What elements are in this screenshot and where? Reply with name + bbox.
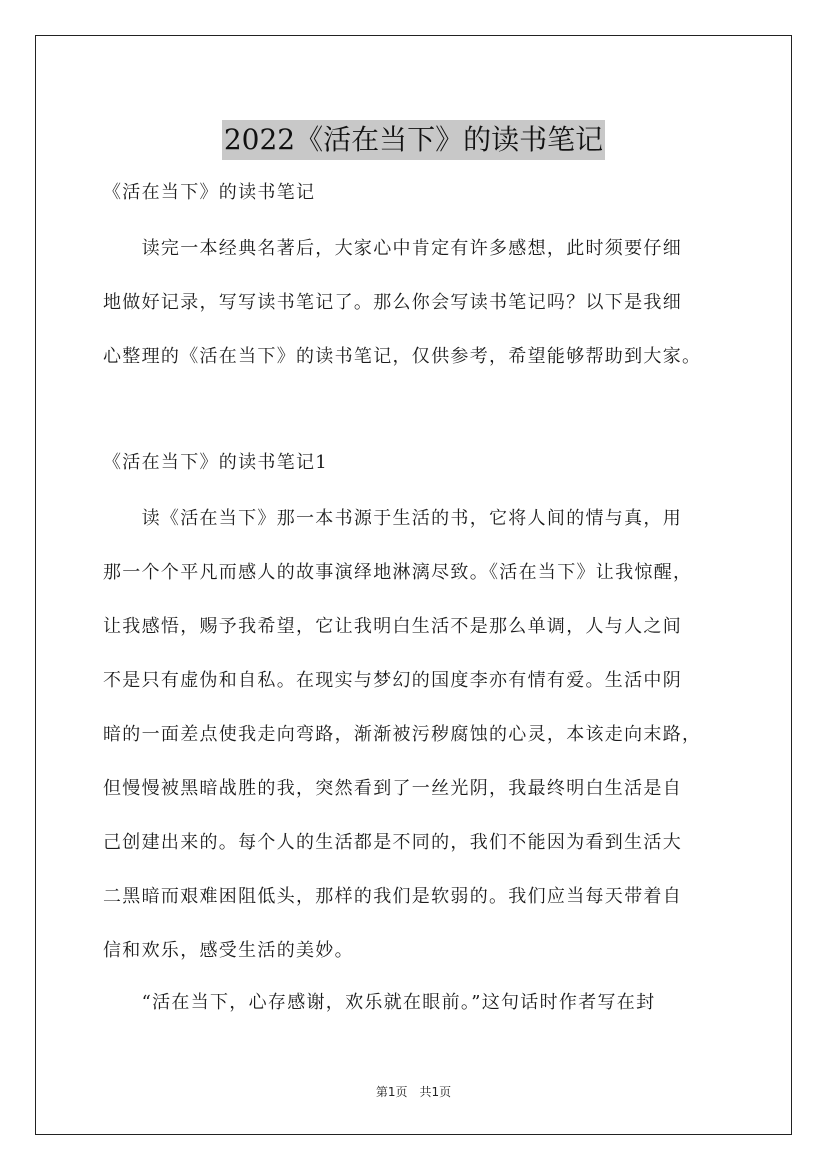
paragraph-line: 地做好记录，写写读书笔记了。那么你会写读书笔记吗？以下是我细 [103,292,682,313]
paragraph-line: 读《活在当下》那一本书源于生活的书，它将人间的情与真，用 [103,508,682,529]
paragraph-line: 那一个个平凡而感人的故事演绎地淋漓尽致。《活在当下》让我惊醒， [103,562,693,583]
paragraph-line: 不是只有虚伪和自私。在现实与梦幻的国度李亦有情有爱。生活中阴 [103,670,682,691]
paragraph-line: 心整理的《活在当下》的读书笔记，仅供参考，希望能够帮助到大家。 [103,346,702,367]
subtitle-block [103,166,743,220]
intro-paragraph [103,222,743,384]
quote-paragraph [103,976,743,1030]
section-heading-block [103,436,743,490]
paragraph-line: 二黑暗而艰难困阻低头，那样的我们是软弱的。我们应当每天带着自 [103,886,682,907]
paragraph-line: 但慢慢被黑暗战胜的我，突然看到了一丝光阴，我最终明白生活是自 [103,778,682,799]
paragraph-line: 信和欢乐，感受生活的美妙。 [103,940,354,961]
paragraph-line: 读完一本经典名著后，大家心中肯定有许多感想，此时须要仔细 [103,238,682,259]
paragraph-line: 己创建出来的。每个人的生活都是不同的，我们不能因为看到生活大 [103,832,682,853]
document-title: 2022《活在当下》的读书笔记 [222,120,605,160]
document-subtitle: 《活在当下》的读书笔记 [103,182,316,203]
page-number-footer: 第1页 共1页 [375,1085,452,1099]
paragraph-line: “活在当下，心存感谢，欢乐就在眼前。”这句话时作者写在封 [103,992,656,1013]
paragraph-line: 暗的一面差点使我走向弯路，渐渐被污秽腐蚀的心灵，本该走向末路， [103,724,702,745]
section-paragraph [103,492,743,978]
paragraph-line: 让我感悟，赐予我希望，它让我明白生活不是那么单调，人与人之间 [103,616,682,637]
section-heading: 《活在当下》的读书笔记1 [103,452,329,473]
